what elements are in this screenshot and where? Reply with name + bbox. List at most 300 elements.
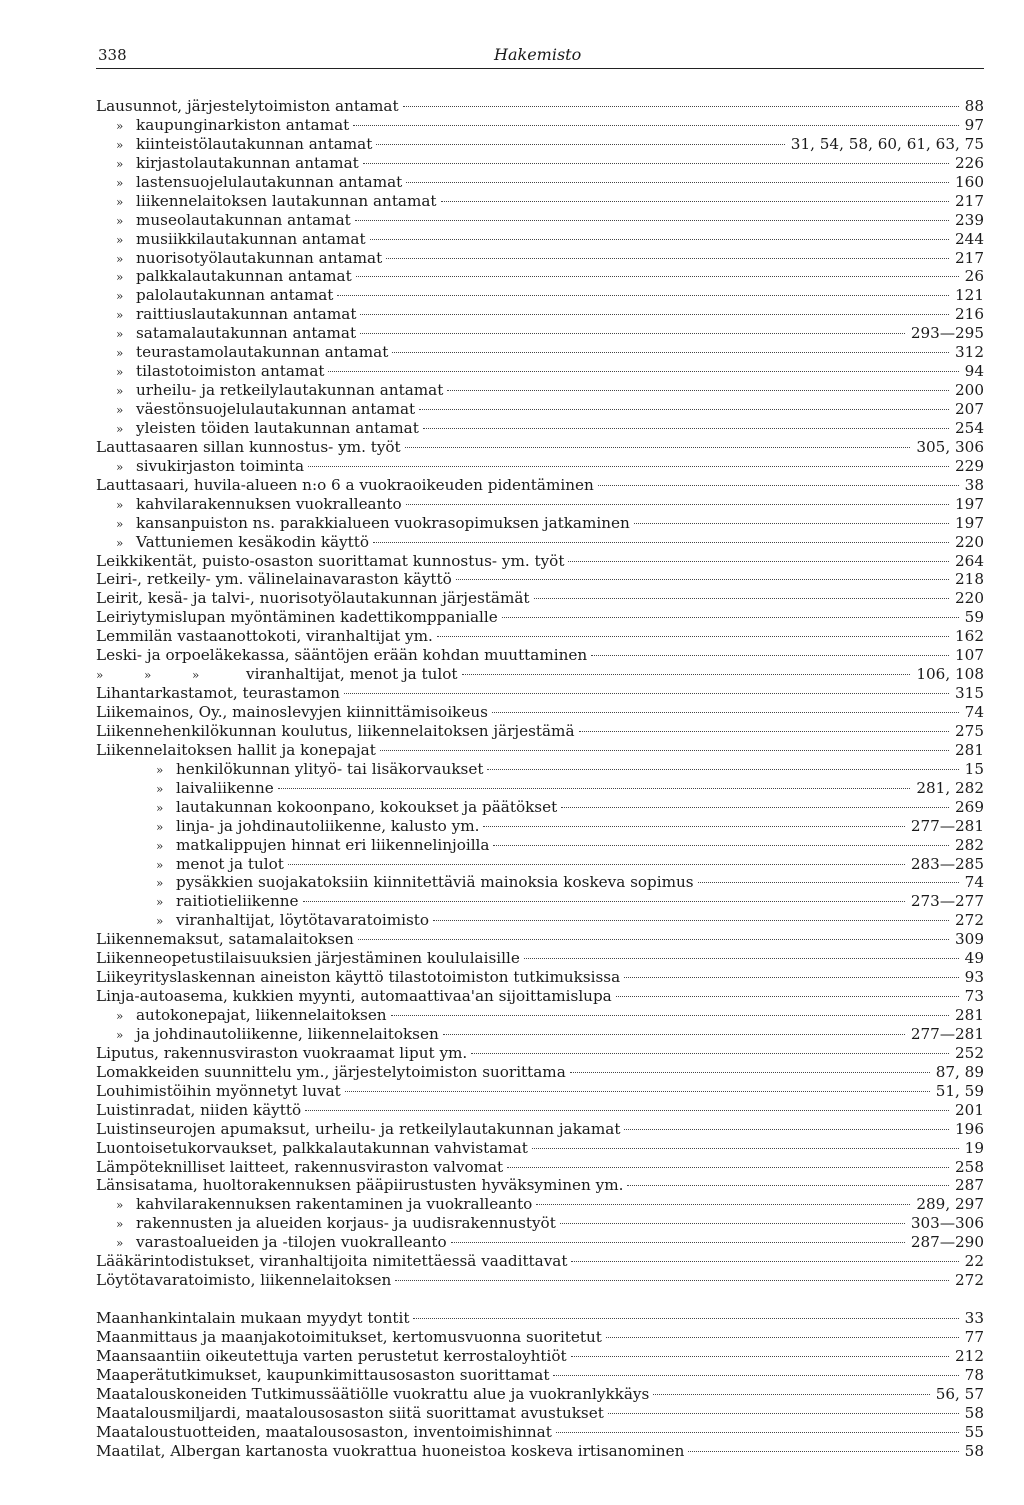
- index-entry: [96, 779, 984, 798]
- dot-leader: [356, 276, 959, 277]
- index-entry: [96, 589, 984, 608]
- ditto-mark: »: [156, 781, 164, 796]
- index-entry: [96, 1347, 984, 1366]
- entry-pages: 283—285: [910, 854, 984, 873]
- entry-label: Leiriytymislupan myöntäminen kadettikomppanialle: [96, 608, 498, 627]
- index-entry: [96, 457, 984, 476]
- index-entry: [96, 570, 984, 589]
- index-entry: [96, 1233, 984, 1252]
- dot-leader: [360, 314, 949, 315]
- entry-pages: 33: [964, 1309, 984, 1328]
- entry-label: lautakunnan kokoonpano, kokoukset ja päätökset: [176, 797, 558, 816]
- dot-leader: [337, 295, 949, 296]
- ditto-mark: »: [116, 289, 124, 304]
- index-entry: [96, 930, 984, 949]
- dot-leader: [698, 882, 959, 883]
- index-entry: [96, 760, 984, 779]
- entry-pages: 303—306: [910, 1214, 984, 1233]
- entry-pages: 309: [955, 930, 984, 949]
- entry-pages: 254: [955, 418, 984, 437]
- index-entry: [96, 684, 984, 703]
- entry-pages: 38: [964, 475, 984, 494]
- entry-pages: 77: [964, 1328, 984, 1346]
- dot-leader: [353, 125, 958, 126]
- dot-leader: [413, 1318, 958, 1319]
- entry-label: kansanpuiston ns. parakkialueen vuokrasopimuksen jatkaminen: [136, 513, 630, 532]
- index-entry: [96, 1252, 984, 1271]
- index-section: [96, 97, 984, 1290]
- ditto-mark: »: [116, 175, 124, 190]
- index-entry: [96, 438, 984, 457]
- ditto-mark: »: [156, 895, 164, 910]
- entry-label: musiikkilautakunnan antamat: [136, 229, 366, 248]
- entry-label: Maaperätutkimukset, kaupunkimittausosaston suorittamat: [96, 1365, 550, 1384]
- entry-pages: 197: [955, 494, 984, 513]
- ditto-mark: »: [116, 1198, 124, 1213]
- dot-leader: [308, 466, 949, 467]
- entry-label: kirjastolautakunnan antamat: [136, 153, 359, 172]
- ditto-mark: »: [116, 516, 124, 531]
- entry-pages: 281: [955, 1006, 984, 1024]
- entry-label: Lämpöteknilliset laitteet, rakennusviraston valvomat: [96, 1157, 504, 1176]
- entry-label: kahvilarakennuksen rakentaminen ja vuokralleanto: [136, 1195, 533, 1214]
- ditto-mark: »: [156, 857, 164, 872]
- entry-label: Liikeyrityslaskennan aineiston käyttö tilastotoimiston tutkimuksissa: [96, 968, 621, 987]
- entry-pages: 282: [955, 835, 984, 854]
- dot-leader: [441, 201, 949, 202]
- ditto-mark: »: [116, 213, 124, 228]
- entry-label: Luistinradat, niiden käyttö: [96, 1100, 302, 1119]
- index-entry: [96, 305, 984, 324]
- dot-leader: [392, 352, 949, 353]
- index-entry: [96, 400, 984, 419]
- entry-label: urheilu- ja retkeilylautakunnan antamat: [136, 381, 444, 400]
- index-entry: [96, 286, 984, 305]
- entry-label: Lomakkeiden suunnittelu ym., järjestelytoimiston suorittama: [96, 1062, 566, 1081]
- entry-label: menot ja tulot: [176, 854, 284, 873]
- entry-label: Maatalousmiljardi, maatalousosaston siitä suorittamat avustukset: [96, 1403, 604, 1422]
- dot-leader: [624, 1129, 949, 1130]
- ditto-mark: »: [116, 1236, 124, 1251]
- ditto-mark: »: [116, 1027, 124, 1042]
- entry-pages: 239: [955, 210, 984, 229]
- dot-leader: [471, 1053, 949, 1054]
- entry-pages: 315: [955, 684, 984, 703]
- entry-label: Maatalouskoneiden Tutkimussäätiölle vuokrattu alue ja vuokranlykkäys: [96, 1384, 650, 1403]
- entry-pages: 287—290: [910, 1233, 984, 1252]
- index-entry: [96, 1120, 984, 1139]
- entry-pages: 106, 108: [916, 665, 984, 684]
- entry-label: laivaliikenne: [176, 778, 274, 797]
- dot-leader: [493, 845, 949, 846]
- dot-leader: [437, 636, 949, 637]
- dot-leader: [395, 1280, 949, 1281]
- index-entry: [96, 1328, 984, 1347]
- entry-pages: 275: [955, 721, 984, 740]
- index-entry: [96, 1158, 984, 1177]
- entry-label: varastoalueiden ja -tilojen vuokralleanto: [136, 1233, 447, 1252]
- entry-pages: 217: [955, 191, 984, 210]
- ditto-mark: »: [116, 327, 124, 342]
- ditto-mark: »: [116, 365, 124, 380]
- entry-pages: 277—281: [910, 816, 984, 835]
- entry-pages: 74: [964, 703, 984, 721]
- entry-label: Löytötavaratoimisto, liikennelaitoksen: [96, 1271, 392, 1290]
- dot-leader: [579, 731, 949, 732]
- entry-label: Maataloustuotteiden, maatalousosaston, inventoimishinnat: [96, 1422, 552, 1441]
- entry-label: pysäkkien suojakatoksiin kiinnitettäviä mainoksia koskeva sopimus: [176, 873, 694, 892]
- entry-pages: 264: [955, 551, 984, 570]
- dot-leader: [591, 655, 949, 656]
- entry-pages: 97: [964, 115, 984, 134]
- dot-leader: [360, 333, 905, 334]
- dot-leader: [344, 693, 949, 694]
- dot-leader: [451, 1242, 905, 1243]
- dot-leader: [560, 1223, 905, 1224]
- entry-label: Luontoisetukorvaukset, palkkalautakunnan vahvistamat: [96, 1138, 528, 1157]
- index-entry: [96, 1271, 984, 1290]
- entry-label: raitiotieliikenne: [176, 892, 299, 911]
- index-list: [96, 97, 984, 1461]
- dot-leader: [571, 1356, 949, 1357]
- entry-label: rakennusten ja alueiden korjaus- ja uudisrakennustyöt: [136, 1214, 556, 1233]
- dot-leader: [492, 712, 959, 713]
- index-section: [96, 1309, 984, 1461]
- index-entry: [96, 987, 984, 1006]
- index-entry: [96, 1044, 984, 1063]
- index-entry: [96, 1195, 984, 1214]
- dot-leader: [391, 1015, 949, 1016]
- dot-leader: [303, 901, 905, 902]
- entry-label: Lemmilän vastaanottokoti, viranhaltijat ym.: [96, 627, 433, 646]
- entry-pages: 196: [955, 1119, 984, 1138]
- index-entry: [96, 343, 984, 362]
- dot-leader: [358, 939, 949, 940]
- entry-label: Länsisatama, huoltorakennuksen pääpiirustusten hyväksyminen ym.: [96, 1176, 624, 1195]
- ditto-mark: »: [192, 668, 202, 683]
- ditto-mark: »: [156, 819, 164, 834]
- dot-leader: [305, 1110, 949, 1111]
- entry-pages: 58: [964, 1403, 984, 1422]
- running-title: Hakemisto: [494, 45, 582, 64]
- entry-label: Liikenneopetustilaisuuksien järjestäminen koululaisille: [96, 949, 520, 968]
- index-entry: [96, 1063, 984, 1082]
- entry-pages: 269: [955, 797, 984, 816]
- ditto-mark: »: [116, 535, 124, 550]
- dot-leader: [386, 258, 949, 259]
- entry-label: henkilökunnan ylityö- tai lisäkorvaukset: [176, 759, 484, 778]
- dot-leader: [634, 523, 949, 524]
- dot-leader: [524, 958, 959, 959]
- dot-leader: [568, 561, 949, 562]
- index-entry: [96, 249, 984, 268]
- index-entry: [96, 1006, 984, 1025]
- entry-label: Linja-autoasema, kukkien myynti, automaattivaa'an sijoittamislupa: [96, 987, 612, 1006]
- entry-pages: 31, 54, 58, 60, 61, 63, 75: [790, 134, 984, 153]
- entry-label: Leski- ja orpoeläkekassa, sääntöjen erään kohdan muuttaminen: [96, 646, 588, 665]
- index-entry: [96, 514, 984, 533]
- dot-leader: [608, 1413, 959, 1414]
- entry-pages: 59: [964, 608, 984, 627]
- index-entry: [96, 1139, 984, 1158]
- dot-leader: [561, 807, 949, 808]
- entry-label: yleisten töiden lautakunnan antamat: [136, 418, 419, 437]
- index-entry: [96, 154, 984, 173]
- index-entry: [96, 627, 984, 646]
- entry-label: Luistinseurojen apumaksut, urheilu- ja retkeilylautakunnan jakamat: [96, 1119, 621, 1138]
- entry-pages: 26: [964, 267, 984, 286]
- entry-label: Vattuniemen kesäkodin käyttö: [136, 532, 370, 551]
- entry-pages: 56, 57: [935, 1384, 984, 1403]
- index-entry: [96, 1214, 984, 1233]
- entry-pages: 94: [964, 362, 984, 381]
- entry-label: Liikennemaksut, satamalaitoksen: [96, 930, 354, 949]
- dot-leader: [443, 1034, 905, 1035]
- index-entry: [96, 741, 984, 760]
- dot-leader: [355, 220, 949, 221]
- dot-leader: [363, 163, 949, 164]
- index-entry: [96, 1101, 984, 1120]
- ditto-mark: »: [116, 421, 124, 436]
- entry-pages: 293—295: [910, 324, 984, 343]
- dot-leader: [288, 864, 905, 865]
- entry-label: Lihantarkastamot, teurastamon: [96, 684, 340, 703]
- entry-label: kaupunginarkiston antamat: [136, 115, 350, 134]
- dot-leader: [616, 996, 959, 997]
- dot-leader: [456, 579, 949, 580]
- ditto-mark: »: [116, 270, 124, 285]
- entry-pages: 220: [955, 532, 984, 551]
- index-entry: [96, 1404, 984, 1423]
- dot-leader: [370, 239, 949, 240]
- entry-label: satamalautakunnan antamat: [136, 324, 357, 343]
- dot-leader: [462, 674, 911, 675]
- index-entry: [96, 873, 984, 892]
- dot-leader: [423, 428, 949, 429]
- entry-label: Leirit, kesä- ja talvi-, nuorisotyölautakunnan järjestämät: [96, 589, 530, 608]
- entry-label: viranhaltijat, menot ja tulot: [246, 665, 458, 684]
- index-entry: [96, 798, 984, 817]
- entry-label: Liikennehenkilökunnan koulutus, liikennelaitoksen järjestämä: [96, 721, 575, 740]
- entry-pages: 160: [955, 172, 984, 191]
- entry-pages: 252: [955, 1043, 984, 1062]
- index-entry: [96, 267, 984, 286]
- entry-pages: 78: [964, 1365, 984, 1384]
- ditto-mark: »: [156, 800, 164, 815]
- index-entry: [96, 1385, 984, 1404]
- dot-leader: [419, 409, 949, 410]
- entry-label: Liputus, rakennusviraston vuokraamat liput ym.: [96, 1043, 468, 1062]
- index-entry: [96, 135, 984, 154]
- dot-leader: [406, 182, 949, 183]
- dot-leader: [534, 598, 949, 599]
- dot-leader: [373, 542, 949, 543]
- ditto-mark: »: [156, 876, 164, 891]
- entry-label: Lausunnot, järjestelytoimiston antamat: [96, 97, 399, 115]
- ditto-mark: »: [116, 118, 124, 133]
- entry-pages: 226: [955, 153, 984, 172]
- index-entry: [96, 949, 984, 968]
- dot-leader: [598, 485, 959, 486]
- entry-label: teurastamolautakunnan antamat: [136, 343, 389, 362]
- dot-leader: [688, 1451, 958, 1452]
- entry-pages: 312: [955, 343, 984, 362]
- ditto-mark: »: [116, 346, 124, 361]
- page-number: 338: [98, 46, 127, 64]
- entry-pages: 88: [964, 97, 984, 115]
- entry-label: linja- ja johdinautoliikenne, kalusto ym.: [176, 816, 480, 835]
- entry-pages: 74: [964, 873, 984, 892]
- index-entry: [96, 968, 984, 987]
- index-entry: [96, 1423, 984, 1442]
- entry-label: autokonepajat, liikennelaitoksen: [136, 1006, 387, 1024]
- entry-pages: 197: [955, 513, 984, 532]
- index-entry: [96, 722, 984, 741]
- entry-pages: 51, 59: [935, 1081, 984, 1100]
- dot-leader: [556, 1432, 959, 1433]
- entry-pages: 277—281: [910, 1024, 984, 1043]
- dot-leader: [553, 1375, 958, 1376]
- index-entry: [96, 324, 984, 343]
- entry-pages: 281, 282: [916, 778, 984, 797]
- dot-leader: [502, 617, 959, 618]
- entry-label: matkalippujen hinnat eri liikennelinjoilla: [176, 835, 490, 854]
- entry-pages: 200: [955, 381, 984, 400]
- ditto-mark: »: [116, 403, 124, 417]
- entry-label: nuorisotyölautakunnan antamat: [136, 248, 383, 267]
- index-entry: [96, 419, 984, 438]
- entry-label: viranhaltijat, löytötavaratoimisto: [176, 911, 430, 930]
- entry-pages: 305, 306: [916, 437, 984, 456]
- dot-leader: [653, 1394, 929, 1395]
- entry-pages: 19: [964, 1138, 984, 1157]
- entry-label: Leiri-, retkeily- ym. välinelainavaraston käyttö: [96, 570, 452, 589]
- dot-leader: [403, 106, 959, 107]
- ditto-mark: »: [156, 838, 164, 853]
- index-entry: [96, 1309, 984, 1328]
- entry-label: Liikennelaitoksen hallit ja konepajat: [96, 740, 376, 759]
- entry-pages: 22: [964, 1252, 984, 1271]
- index-entry: [96, 211, 984, 230]
- entry-label: Lääkärintodistukset, viranhaltijoita nimitettäessä vaadittavat: [96, 1252, 568, 1271]
- ditto-mark: »: [96, 668, 106, 683]
- ditto-mark: »: [116, 459, 124, 474]
- entry-pages: 220: [955, 589, 984, 608]
- entry-label: sivukirjaston toiminta: [136, 456, 305, 475]
- index-entry: [96, 911, 984, 930]
- entry-pages: 258: [955, 1157, 984, 1176]
- ditto-mark: »: [116, 137, 124, 152]
- dot-leader: [606, 1337, 959, 1338]
- ditto-marks: [96, 666, 246, 685]
- index-entry: [96, 552, 984, 571]
- index-entry: [96, 97, 984, 116]
- entry-label: Liikemainos, Oy., mainoslevyjen kiinnittämisoikeus: [96, 703, 488, 721]
- index-entry: [96, 1176, 984, 1195]
- entry-pages: 272: [955, 911, 984, 930]
- ditto-mark: »: [116, 1217, 124, 1232]
- entry-label: Maatilat, Albergan kartanosta vuokrattua huoneistoa koskeva irtisanominen: [96, 1441, 685, 1460]
- dot-leader: [536, 1204, 910, 1205]
- entry-pages: 207: [955, 400, 984, 418]
- index-entry: [96, 817, 984, 836]
- entry-label: Maanhankintalain mukaan myydyt tontit: [96, 1309, 410, 1328]
- ditto-mark: »: [116, 308, 124, 323]
- dot-leader: [380, 750, 949, 751]
- dot-leader: [376, 144, 784, 145]
- ditto-mark: »: [144, 668, 154, 683]
- entry-pages: 162: [955, 627, 984, 646]
- index-entry: [96, 476, 984, 495]
- index-entry: [96, 855, 984, 874]
- entry-label: kiinteistölautakunnan antamat: [136, 134, 373, 153]
- entry-pages: 229: [955, 456, 984, 475]
- dot-leader: [406, 504, 949, 505]
- index-entry: [96, 230, 984, 249]
- ditto-mark: »: [156, 762, 164, 777]
- entry-label: palolautakunnan antamat: [136, 286, 334, 305]
- entry-pages: 218: [955, 570, 984, 589]
- entry-label: Louhimistöihin myönnetyt luvat: [96, 1081, 341, 1100]
- entry-pages: 49: [964, 949, 984, 968]
- entry-pages: 289, 297: [916, 1195, 984, 1214]
- index-entry: [96, 1366, 984, 1385]
- index-entry: [96, 381, 984, 400]
- entry-label: palkkalautakunnan antamat: [136, 267, 352, 286]
- index-entry: [96, 1442, 984, 1461]
- entry-label: Maansaantiin oikeutettuja varten perustetut kerrostaloyhtiöt: [96, 1346, 567, 1365]
- section-gap: [96, 1290, 984, 1309]
- entry-pages: 281: [955, 740, 984, 759]
- ditto-mark: »: [116, 251, 124, 266]
- entry-label: ja johdinautoliikenne, liikennelaitoksen: [136, 1024, 439, 1043]
- dot-leader: [483, 826, 904, 827]
- entry-pages: 201: [955, 1100, 984, 1119]
- entry-pages: 93: [964, 968, 984, 987]
- entry-pages: 107: [955, 646, 984, 665]
- index-entry: [96, 892, 984, 911]
- dot-leader: [627, 1185, 949, 1186]
- entry-label: kahvilarakennuksen vuokralleanto: [136, 494, 402, 513]
- entry-pages: 73: [964, 987, 984, 1006]
- ditto-mark: »: [116, 1009, 124, 1023]
- entry-pages: 244: [955, 229, 984, 248]
- index-entry: [96, 703, 984, 722]
- dot-leader: [328, 371, 958, 372]
- dot-leader: [405, 447, 911, 448]
- entry-label: Maanmittaus ja maanjakotoimitukset, kertomusvuonna suoritetut: [96, 1328, 602, 1346]
- dot-leader: [278, 788, 911, 789]
- dot-leader: [345, 1091, 930, 1092]
- entry-label: raittiuslautakunnan antamat: [136, 305, 357, 324]
- ditto-mark: »: [116, 156, 124, 171]
- index-entry: [96, 192, 984, 211]
- index-entry: [96, 116, 984, 135]
- entry-label: liikennelaitoksen lautakunnan antamat: [136, 191, 437, 210]
- entry-label: museolautakunnan antamat: [136, 210, 351, 229]
- dot-leader: [571, 1261, 958, 1262]
- entry-pages: 212: [955, 1346, 984, 1365]
- entry-pages: 87, 89: [935, 1062, 984, 1081]
- entry-pages: 216: [955, 305, 984, 324]
- index-entry: [96, 173, 984, 192]
- index-entry: [96, 1082, 984, 1101]
- index-entry: [96, 646, 984, 665]
- dot-leader: [532, 1148, 959, 1149]
- ditto-mark: »: [116, 194, 124, 209]
- entry-pages: 121: [955, 286, 984, 305]
- index-entry: [96, 836, 984, 855]
